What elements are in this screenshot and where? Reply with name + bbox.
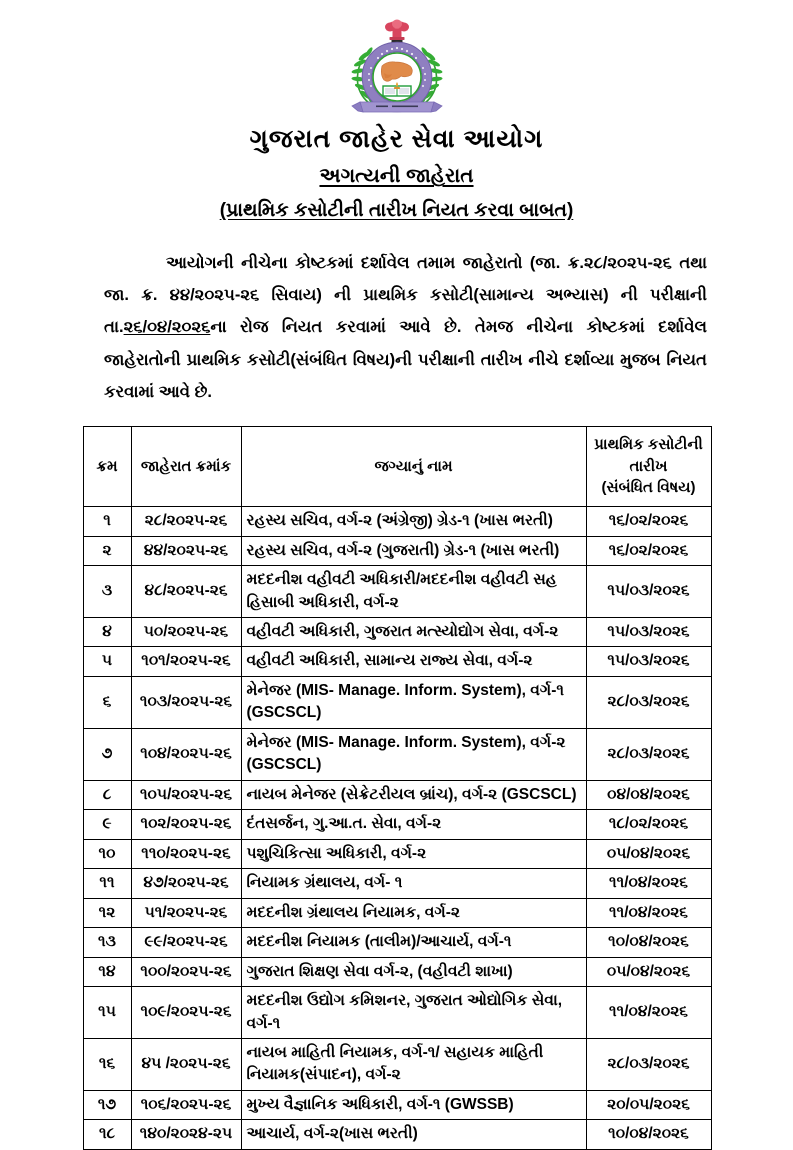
notice-subject: (પ્રાથમિક કસોટીની તારીખ નિયત કરવા બાબત)	[219, 200, 574, 222]
table-row	[83, 507, 711, 536]
cell-post-name: મદદનીશ નિયામક (તાલીમ)/આચાર્ય, વર્ગ-૧	[241, 928, 586, 957]
cell-serial: ૧૦	[83, 839, 131, 868]
emblem-container	[0, 0, 793, 116]
table-row	[83, 647, 711, 676]
table-row	[83, 928, 711, 957]
cell-serial: ૧૮	[83, 1120, 131, 1149]
cell-serial: ૧૬	[83, 1039, 131, 1091]
cell-exam-date: ૧૦/૦૪/૨૦૨૬	[586, 1120, 711, 1149]
cell-post-name: મદદનીશ વહીવટી અધિકારી/મદદનીશ વહીવટી સહ હિસાબી અધિકારી, વર્ગ-૨	[241, 566, 586, 618]
cell-post-name: આચાર્ય, વર્ગ-૨(ખાસ ભરતી)	[241, 1120, 586, 1149]
cell-advt-number: ૧૦૫/૨૦૨૫-૨૬	[131, 780, 241, 809]
table-row	[83, 987, 711, 1039]
cell-exam-date: ૧૫/૦૩/૨૦૨૬	[586, 647, 711, 676]
cell-exam-date: ૦૫/૦૪/૨૦૨૬	[586, 957, 711, 986]
cell-exam-date: ૧૧/૦૪/૨૦૨૬	[586, 898, 711, 927]
cell-advt-number: ૧૪૦/૨૦૨૪-૨૫	[131, 1120, 241, 1149]
cell-post-name: વહીવટી અધિકારી, ગુજરાત મત્સ્યોદ્યોગ સેવા, વર્ગ-૨	[241, 617, 586, 646]
paragraph-exam-date: ૨૬/૦૪/૨૦૨૬	[123, 318, 211, 337]
table-row	[83, 869, 711, 898]
cell-serial: ૧૫	[83, 987, 131, 1039]
cell-exam-date: ૨૮/૦૩/૨૦૨૬	[586, 1039, 711, 1091]
cell-serial: ૧૪	[83, 957, 131, 986]
cell-exam-date: ૦૪/૦૪/૨૦૨૬	[586, 780, 711, 809]
cell-post-name: મુખ્ય વૈજ્ઞાનિક અધિકારી, વર્ગ-૧ (GWSSB)	[241, 1090, 586, 1119]
exam-date-header-line1: પ્રાથમિક કસોટીની	[594, 435, 703, 453]
paragraph-part-2: ના રોજ નિયત કરવામાં આવે છે. તેમજ નીચેના કોષ્ટકમાં દર્શાવેલ જાહેરાતોની પ્રાથમિક કસોટી(સંબંધિત વિષય)ની પરીક્ષાની તારીખ નીચે દર્શાવ્યા મુજબ નિયત કરવામાં આવે છે.	[104, 318, 707, 401]
cell-post-name: રહસ્ય સચિવ, વર્ગ-૨ (અંગ્રેજી) ગ્રેડ-૧ (ખાસ ભરતી)	[241, 507, 586, 536]
cell-advt-number: ૧૦૦/૨૦૨૫-૨૬	[131, 957, 241, 986]
cell-advt-number: ૧૦૬/૨૦૨૫-૨૬	[131, 1090, 241, 1119]
cell-advt-number: ૪૪/૨૦૨૫-૨૬	[131, 536, 241, 565]
schedule-table	[83, 426, 712, 1150]
cell-exam-date: ૧૫/૦૩/૨૦૨૬	[586, 617, 711, 646]
table-header	[83, 426, 711, 506]
column-header-exam-date	[586, 426, 711, 506]
cell-exam-date: ૨૮/૦૩/૨૦૨૬	[586, 728, 711, 780]
cell-post-name: રહસ્ય સચિવ, વર્ગ-૨ (ગુજરાતી) ગ્રેડ-૧ (ખાસ ભરતી)	[241, 536, 586, 565]
cell-serial: ૬	[83, 676, 131, 728]
table-body	[83, 507, 711, 1150]
cell-post-name: મેનેજર (MIS- Manage. Inform. System), વર્ગ-૧ (GSCSCL)	[241, 676, 586, 728]
gpsc-emblem-icon	[338, 18, 456, 116]
column-header-serial: ક્રમ	[83, 426, 131, 506]
cell-serial: ૪	[83, 617, 131, 646]
paragraph-part-1: આયોગની નીચેના કોષ્ટકમાં દર્શાવેલ તમામ જાહેરાતો (જા. ક્ર.૨૮/૨૦૨૫-૨૬ તથા જા. ક્ર. ૪૪/૨૦૨૫-૨૬ સિવાય) ની પ્રાથમિક કસોટી(સામાન્ય અભ્યાસ) ની પરીક્ષાની તા.	[104, 254, 707, 337]
cell-advt-number: ૨૮/૨૦૨૫-૨૬	[131, 507, 241, 536]
cell-advt-number: ૫૧/૨૦૨૫-૨૬	[131, 898, 241, 927]
cell-exam-date: ૧૬/૦૨/૨૦૨૬	[586, 536, 711, 565]
cell-serial: ૯	[83, 810, 131, 839]
cell-advt-number: ૧૦૯/૨૦૨૫-૨૬	[131, 987, 241, 1039]
cell-exam-date: ૧૫/૦૩/૨૦૨૬	[586, 566, 711, 618]
table-row	[83, 1090, 711, 1119]
cell-advt-number: ૪૮/૨૦૨૫-૨૬	[131, 566, 241, 618]
schedule-table-container	[83, 426, 711, 1150]
cell-exam-date: ૧૮/૦૨/૨૦૨૬	[586, 810, 711, 839]
cell-post-name: નિયામક ગ્રંથાલય, વર્ગ- ૧	[241, 869, 586, 898]
exam-date-header-line2: તારીખ	[629, 457, 668, 475]
cell-post-name: વહીવટી અધિકારી, સામાન્ય રાજ્ય સેવા, વર્ગ-૨	[241, 647, 586, 676]
cell-serial: ૧૨	[83, 898, 131, 927]
cell-serial: ૭	[83, 728, 131, 780]
cell-post-name: મેનેજર (MIS- Manage. Inform. System), વર્ગ-૨ (GSCSCL)	[241, 728, 586, 780]
cell-advt-number: ૪૭/૨૦૨૫-૨૬	[131, 869, 241, 898]
cell-advt-number: ૧૦૨/૨૦૨૫-૨૬	[131, 810, 241, 839]
cell-post-name: નાયબ માહિતી નિયામક, વર્ગ-૧/ સહાયક માહિતી નિયામક(સંપાદન), વર્ગ-૨	[241, 1039, 586, 1091]
cell-advt-number: ૫૦/૨૦૨૫-૨૬	[131, 617, 241, 646]
cell-serial: ૧૭	[83, 1090, 131, 1119]
table-row	[83, 839, 711, 868]
cell-serial: ૧૩	[83, 928, 131, 957]
cell-advt-number: ૧૦૧/૨૦૨૫-૨૬	[131, 647, 241, 676]
table-row	[83, 957, 711, 986]
cell-advt-number: ૪૫ /૨૦૨૫-૨૬	[131, 1039, 241, 1091]
cell-post-name: મદદનીશ ઉદ્યોગ કમિશનર, ગુજરાત ઓદ્યોગિક સેવા, વર્ગ-૧	[241, 987, 586, 1039]
table-row	[83, 810, 711, 839]
cell-advt-number: ૧૧૦/૨૦૨૫-૨૬	[131, 839, 241, 868]
cell-serial: ૮	[83, 780, 131, 809]
table-row	[83, 536, 711, 565]
cell-post-name: નાયબ મેનેજર (સેક્રેટરીયલ બ્રાંચ), વર્ગ-૨ (GSCSCL)	[241, 780, 586, 809]
cell-exam-date: ૧૧/૦૪/૨૦૨૬	[586, 987, 711, 1039]
cell-exam-date: ૧૬/૦૨/૨૦૨૬	[586, 507, 711, 536]
cell-advt-number: ૧૦૪/૨૦૨૫-૨૬	[131, 728, 241, 780]
cell-advt-number: ૧૦૩/૨૦૨૫-૨૬	[131, 676, 241, 728]
table-row	[83, 780, 711, 809]
title-block	[0, 124, 793, 223]
cell-exam-date: ૦૫/૦૪/૨૦૨૬	[586, 839, 711, 868]
exam-date-header-line3: (સંબંધિત વિષય)	[601, 479, 696, 497]
table-row	[83, 1039, 711, 1091]
cell-post-name: પશુચિકિત્સા અધિકારી, વર્ગ-૨	[241, 839, 586, 868]
cell-post-name: દંતસર્જન, ગુ.આ.ત. સેવા, વર્ગ-૨	[241, 810, 586, 839]
column-header-advt-number: જાહેરાત ક્રમાંક	[131, 426, 241, 506]
table-row	[83, 898, 711, 927]
cell-serial: ૧	[83, 507, 131, 536]
notice-paragraph	[104, 247, 707, 408]
page-title: ગુજરાત જાહેર સેવા આયોગ	[249, 125, 544, 153]
column-header-post-name: જગ્યાનું નામ	[241, 426, 586, 506]
table-row	[83, 676, 711, 728]
cell-serial: ૨	[83, 536, 131, 565]
cell-post-name: ગુજરાત શિક્ષણ સેવા વર્ગ-૨, (વહીવટી શાખા)	[241, 957, 586, 986]
table-row	[83, 1120, 711, 1149]
cell-exam-date: ૧૧/૦૪/૨૦૨૬	[586, 869, 711, 898]
cell-exam-date: ૨૮/૦૩/૨૦૨૬	[586, 676, 711, 728]
cell-serial: ૧૧	[83, 869, 131, 898]
cell-serial: ૩	[83, 566, 131, 618]
cell-serial: ૫	[83, 647, 131, 676]
table-header-row	[83, 426, 711, 506]
table-row	[83, 728, 711, 780]
cell-advt-number: ૯૯/૨૦૨૫-૨૬	[131, 928, 241, 957]
cell-exam-date: ૨૦/૦૫/૨૦૨૬	[586, 1090, 711, 1119]
cell-post-name: મદદનીશ ગ્રંથાલય નિયામક, વર્ગ-૨	[241, 898, 586, 927]
cell-exam-date: ૧૦/૦૪/૨૦૨૬	[586, 928, 711, 957]
notice-subtitle: અગત્યની જાહેરાત	[319, 165, 474, 188]
table-row	[83, 566, 711, 618]
table-row	[83, 617, 711, 646]
